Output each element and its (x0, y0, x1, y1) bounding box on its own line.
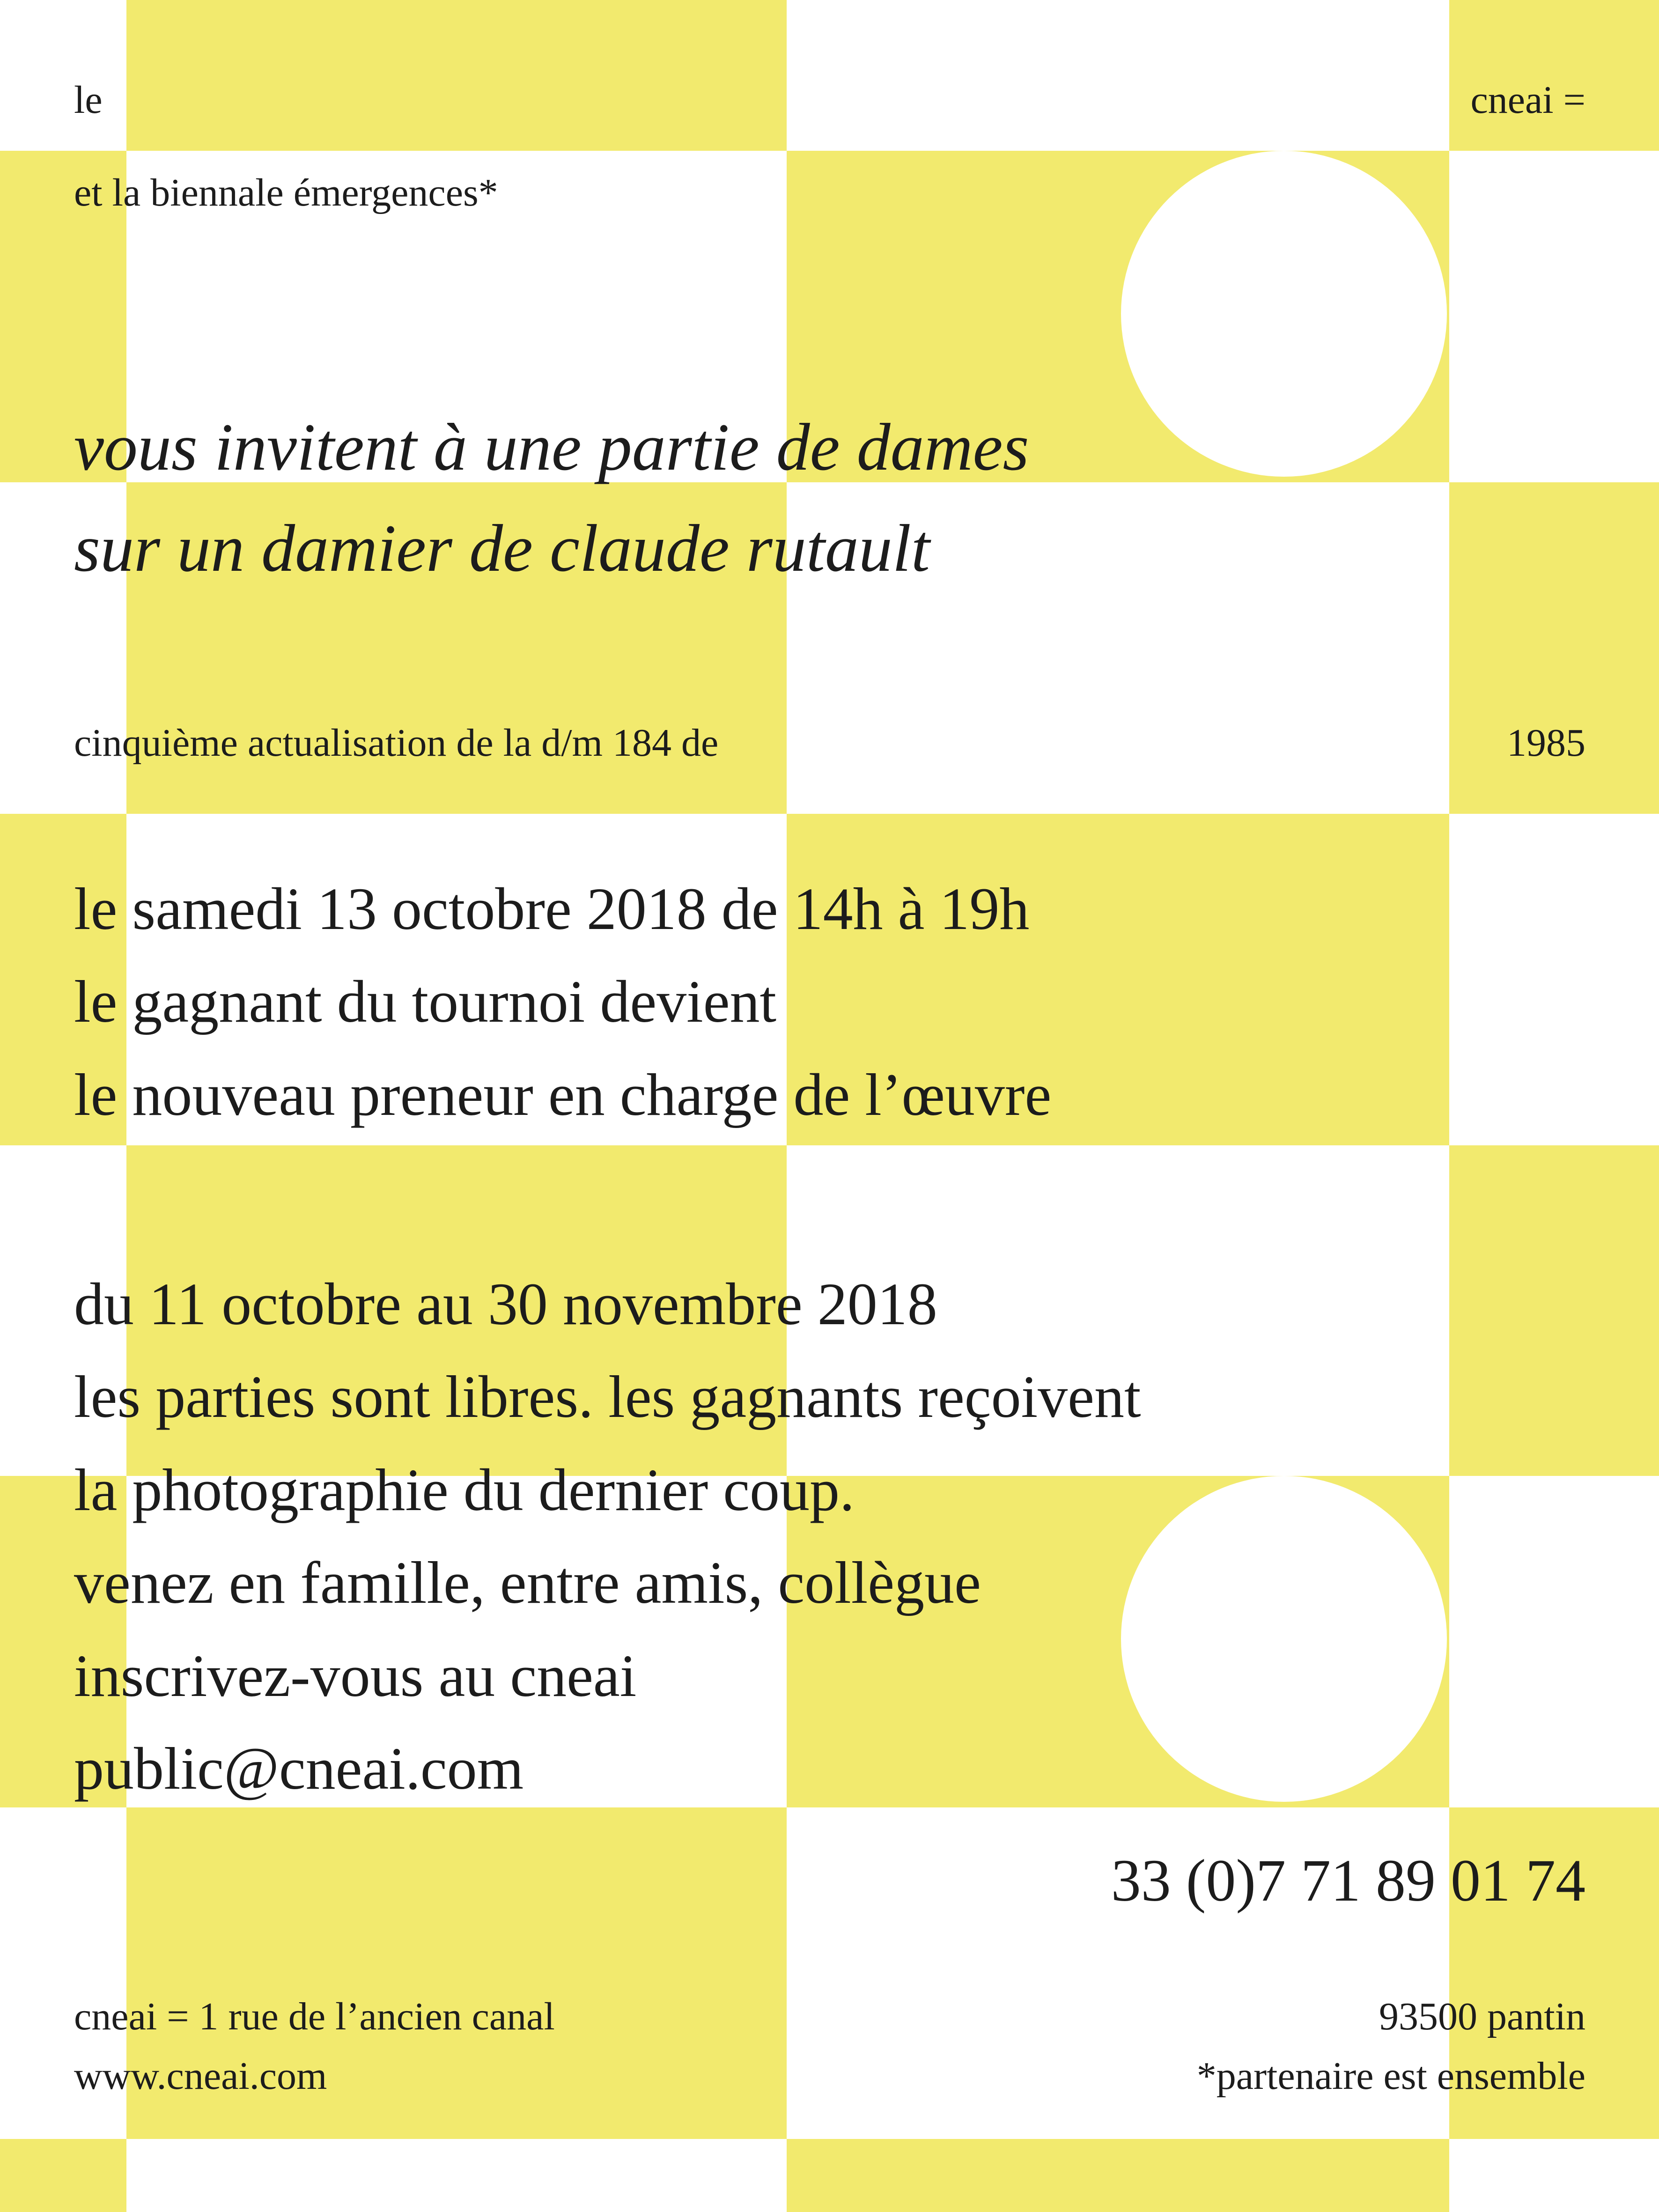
board-square (787, 2139, 1449, 2212)
tournament-date: le samedi 13 octobre 2018 de 14h à 19h (74, 876, 1030, 942)
actualisation-year: 1985 (1507, 721, 1585, 765)
open-games-block (74, 1258, 1141, 1815)
open-games-line-5: inscrivez-vous au cneai (74, 1642, 637, 1709)
open-games-line-3: la photographie du dernier coup. (74, 1456, 855, 1523)
tournament-block (74, 863, 1051, 1141)
footer-website: www.cneai.com (74, 2054, 327, 2098)
footer-address: cneai = 1 rue de l’ancien canal (74, 1995, 555, 2038)
board-square (1449, 1145, 1659, 1476)
open-games-line-4: venez en famille, entre amis, collègue (74, 1549, 981, 1616)
open-games-line-2: les parties sont libres. les gagnants reçoivent (74, 1364, 1141, 1430)
header-cneai: cneai = (1470, 78, 1585, 122)
contact-phone: 33 (0)7 71 89 01 74 (1111, 1847, 1585, 1914)
board-square (126, 0, 787, 151)
tournament-line-2: le gagnant du tournoi devient (74, 968, 777, 1035)
contact-email: public@cneai.com (74, 1735, 524, 1802)
board-square (0, 2139, 126, 2212)
draughts-piece (1121, 1476, 1447, 1802)
invitation-line-1: vous invitent à une partie de dames (74, 410, 1029, 485)
footer-city: 93500 pantin (1379, 1995, 1585, 2038)
invitation-line-2: sur un damier de claude rutault (74, 511, 930, 586)
tournament-line-3: le nouveau preneur en charge de l’œuvre (74, 1061, 1052, 1128)
header-le: le (74, 78, 103, 122)
invitation-heading (74, 397, 1029, 599)
open-games-dates: du 11 octobre au 30 novembre 2018 (74, 1271, 937, 1337)
board-square (1449, 0, 1659, 151)
actualisation-line: cinquième actualisation de la d/m 184 de (74, 721, 719, 765)
draughts-piece (788, 1810, 1115, 2138)
partner-line: et la biennale émergences* (74, 171, 498, 214)
draughts-piece (1121, 151, 1447, 477)
footer-partner-note: *partenaire est ensemble (1196, 2054, 1585, 2098)
